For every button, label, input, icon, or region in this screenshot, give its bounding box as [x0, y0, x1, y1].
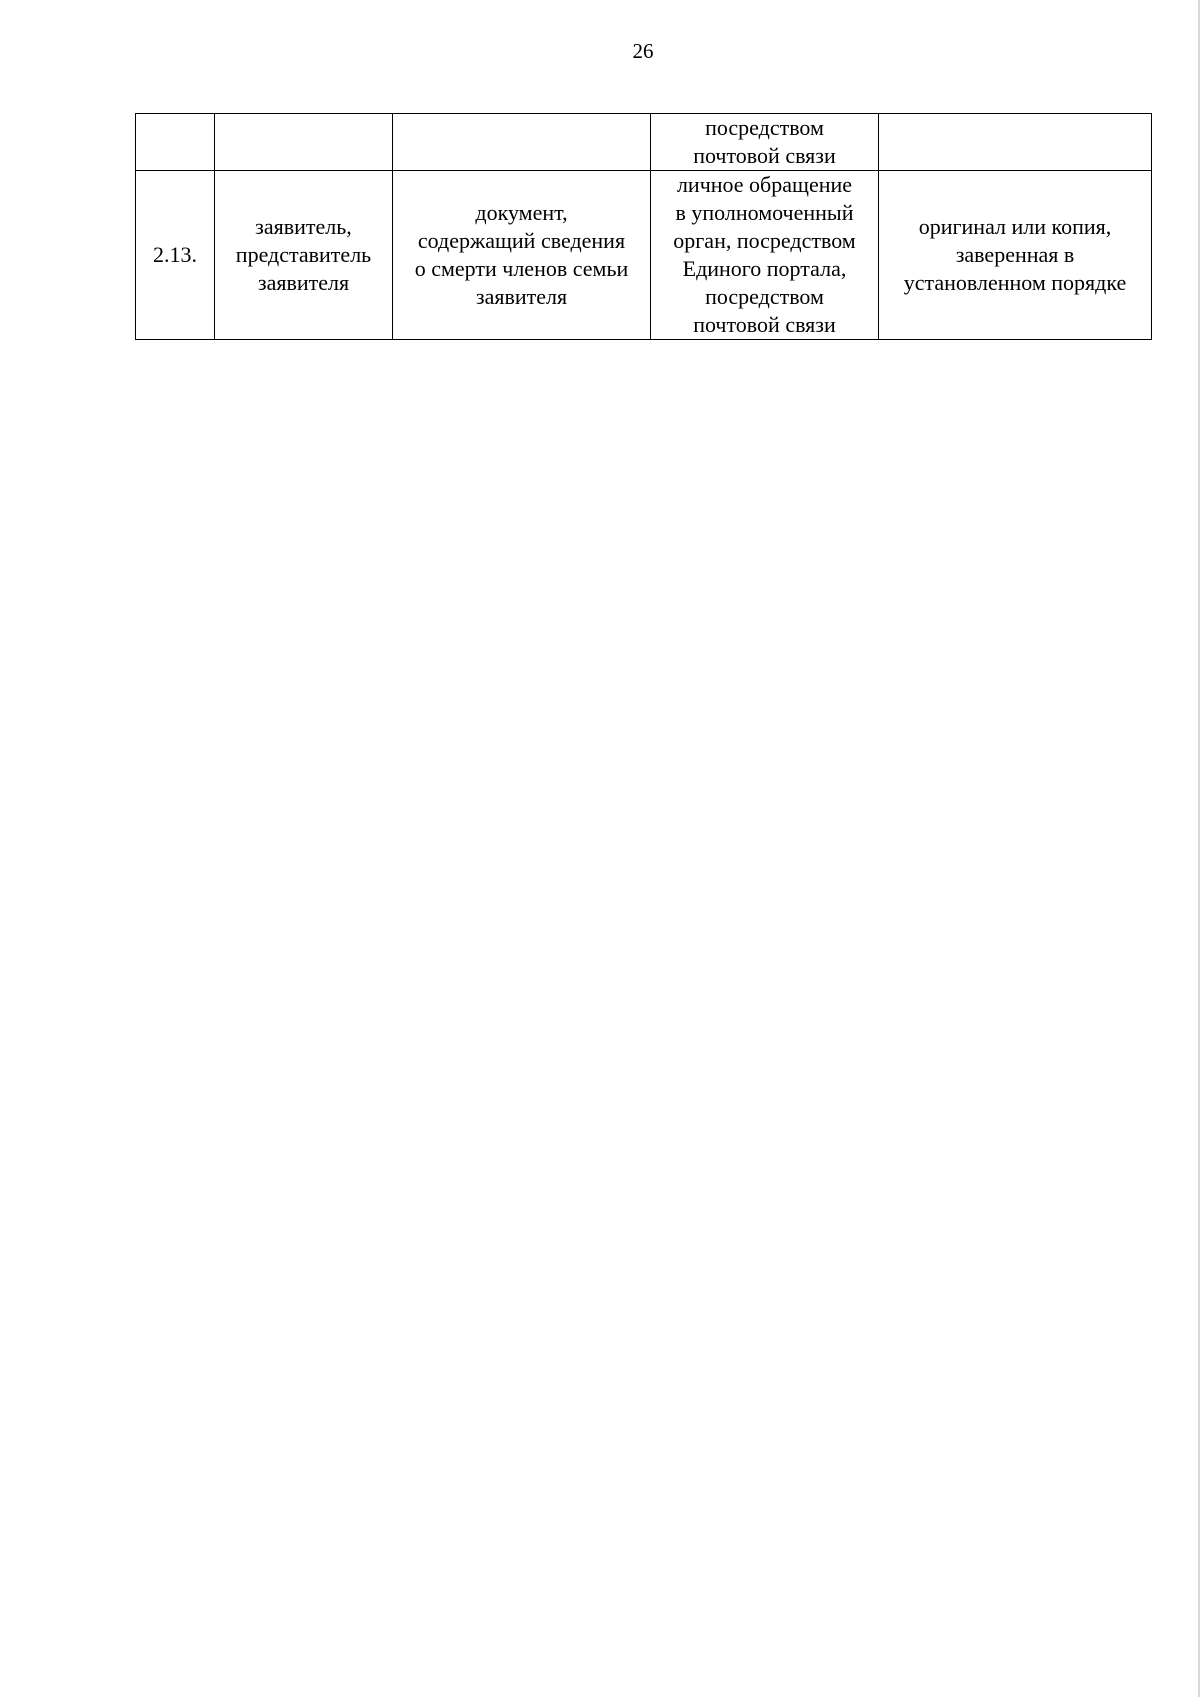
cell-submission-method: посредством почтовой связи	[651, 114, 879, 171]
cell-applicant	[215, 114, 393, 171]
cell-document-form	[879, 114, 1152, 171]
cell-document: документ, содержащий сведения о смерти членов семьи заявителя	[393, 171, 651, 340]
table-row-2-13	[136, 171, 1152, 340]
cell-applicant: заявитель, представитель заявителя	[215, 171, 393, 340]
cell-submission-method: личное обращение в уполномоченный орган, посредством Единого портала, посредством почтовой связи	[651, 171, 879, 340]
cell-document	[393, 114, 651, 171]
cell-number	[136, 114, 215, 171]
cell-number: 2.13.	[136, 171, 215, 340]
document-table	[135, 113, 1152, 340]
page-number: 26	[632, 39, 654, 63]
table-row-continuation	[136, 114, 1152, 171]
cell-document-form: оригинал или копия, заверенная в установленном порядке	[879, 171, 1152, 340]
